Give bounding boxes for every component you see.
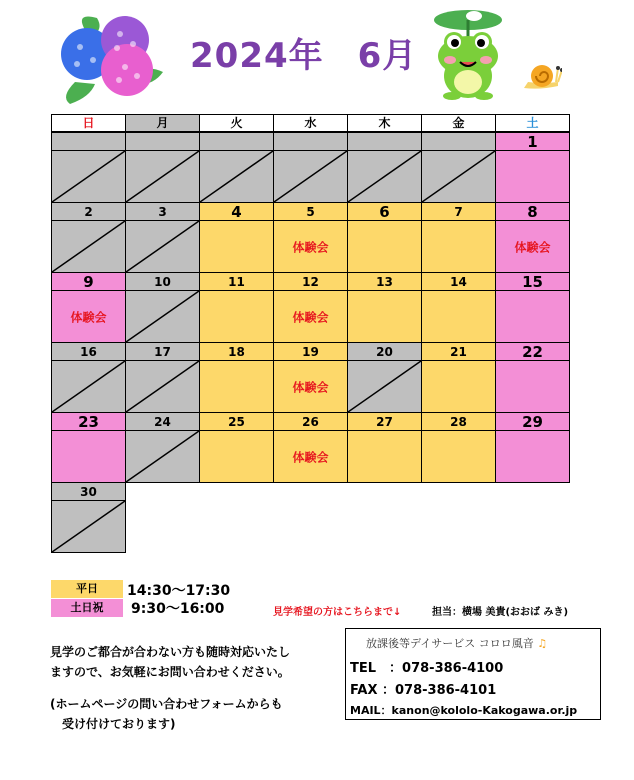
day-body (126, 361, 199, 412)
day-body (52, 291, 125, 342)
visit-note: 見学希望の方はこちらまで↓ (273, 607, 402, 618)
day-body (126, 291, 199, 342)
calendar-day-cell (421, 202, 496, 273)
event-label: 体験会 (292, 240, 329, 254)
day-body (274, 431, 347, 482)
calendar-day-cell (347, 412, 422, 483)
staff-contact: 担当：横場 美貴(おおば みき) (432, 607, 569, 618)
calendar-day-cell (199, 272, 274, 343)
email-address[interactable]: MAIL：kanon@kololo-Kakogawa.or.jp (350, 704, 578, 717)
calendar-empty-cell (273, 132, 348, 203)
day-body (52, 431, 125, 482)
calendar-day-cell (347, 202, 422, 273)
day-number: 22 (496, 343, 569, 361)
day-body (126, 151, 199, 202)
day-body (496, 291, 569, 342)
calendar-empty-cell (51, 132, 126, 203)
weekday-header: 月 (125, 114, 200, 132)
day-number: 5 (274, 203, 347, 221)
calendar-day-cell (199, 412, 274, 483)
day-number: 9 (52, 273, 125, 291)
calendar-day-cell (495, 412, 570, 483)
calendar-day-cell (273, 412, 348, 483)
day-body (496, 151, 569, 202)
day-body (422, 431, 495, 482)
organization-name: 放課後等デイサービス コロロ風音 ♫ (366, 637, 548, 650)
event-label: 体験会 (292, 450, 329, 464)
weekend-legend-label: 土日祝 (51, 599, 123, 617)
weekday-header: 土 (495, 114, 570, 132)
day-body (422, 151, 495, 202)
day-number: 6 (348, 203, 421, 221)
weekday-header: 木 (347, 114, 422, 132)
day-body (348, 361, 421, 412)
day-number: 11 (200, 273, 273, 291)
calendar-day-cell (495, 132, 570, 203)
calendar-day-cell (421, 412, 496, 483)
day-number (52, 133, 125, 151)
calendar-day-cell (51, 272, 126, 343)
day-body (274, 291, 347, 342)
calendar-empty-cell (125, 132, 200, 203)
day-body (200, 151, 273, 202)
day-number: 1 (496, 133, 569, 151)
day-number (422, 133, 495, 151)
calendar-day-cell (125, 202, 200, 273)
day-number: 13 (348, 273, 421, 291)
day-number: 10 (126, 273, 199, 291)
day-number: 3 (126, 203, 199, 221)
event-label: 体験会 (70, 310, 107, 324)
day-body (274, 151, 347, 202)
day-body (348, 151, 421, 202)
day-number (274, 133, 347, 151)
day-body (200, 291, 273, 342)
calendar-day-cell (421, 272, 496, 343)
calendar-day-cell (273, 342, 348, 413)
calendar-day-cell (51, 482, 126, 553)
day-body (52, 221, 125, 272)
day-body (348, 431, 421, 482)
event-label: 体験会 (292, 310, 329, 324)
calendar-day-cell (51, 202, 126, 273)
hydrangea-illustration (55, 12, 175, 107)
day-number: 28 (422, 413, 495, 431)
day-number: 17 (126, 343, 199, 361)
day-number: 20 (348, 343, 421, 361)
day-body (496, 431, 569, 482)
day-number: 16 (52, 343, 125, 361)
day-number: 25 (200, 413, 273, 431)
day-number: 19 (274, 343, 347, 361)
calendar-day-cell (495, 202, 570, 273)
note-line-3: (ホームページの問い合わせフォームからも (50, 697, 283, 711)
calendar-day-cell (273, 202, 348, 273)
day-number: 12 (274, 273, 347, 291)
calendar-day-cell (421, 342, 496, 413)
calendar-day-cell (125, 342, 200, 413)
calendar-day-cell (199, 342, 274, 413)
day-number: 27 (348, 413, 421, 431)
weekend-hours: 9:30～16:00 (131, 601, 225, 617)
day-body (422, 291, 495, 342)
day-body (496, 221, 569, 272)
calendar-title (190, 28, 417, 77)
day-number: 30 (52, 483, 125, 501)
weekday-header: 金 (421, 114, 496, 132)
day-body (200, 221, 273, 272)
day-body (496, 361, 569, 412)
day-number: 4 (200, 203, 273, 221)
calendar-day-cell (347, 342, 422, 413)
day-number: 26 (274, 413, 347, 431)
weekday-hours: 14:30～17:30 (127, 583, 231, 599)
day-number: 24 (126, 413, 199, 431)
day-body (422, 221, 495, 272)
note-line-1: 見学のご都合が合わない方も随時対応いたし (50, 645, 291, 659)
day-number: 23 (52, 413, 125, 431)
day-body (200, 431, 273, 482)
calendar-day-cell (199, 202, 274, 273)
calendar-empty-cell (347, 132, 422, 203)
frog-illustration (428, 8, 508, 100)
weekday-header: 日 (51, 114, 126, 132)
phone-number: TEL ：078-386-4100 (350, 661, 504, 676)
day-body (52, 501, 125, 552)
day-number: 8 (496, 203, 569, 221)
day-number (200, 133, 273, 151)
day-body (348, 221, 421, 272)
music-note-icon: ♫ (537, 637, 548, 650)
day-body (52, 151, 125, 202)
title-year: 2024年 (190, 36, 324, 76)
calendar-day-cell (273, 272, 348, 343)
day-number: 18 (200, 343, 273, 361)
event-label: 体験会 (292, 380, 329, 394)
day-body (52, 361, 125, 412)
calendar-day-cell (495, 342, 570, 413)
day-body (126, 431, 199, 482)
day-body (126, 221, 199, 272)
contact-box (345, 628, 601, 720)
day-number: 15 (496, 273, 569, 291)
calendar-empty-cell (421, 132, 496, 203)
day-number: 7 (422, 203, 495, 221)
day-body (200, 361, 273, 412)
weekday-header: 水 (273, 114, 348, 132)
calendar-day-cell (125, 412, 200, 483)
day-number (348, 133, 421, 151)
calendar-day-cell (51, 412, 126, 483)
day-number (126, 133, 199, 151)
day-body (274, 221, 347, 272)
day-number: 14 (422, 273, 495, 291)
note-line-4: 受け付けております) (50, 717, 176, 731)
calendar-day-cell (347, 272, 422, 343)
day-number: 29 (496, 413, 569, 431)
weekday-legend-label: 平日 (51, 580, 123, 598)
day-body (422, 361, 495, 412)
note-line-2: ますので、お気軽にお問い合わせください。 (50, 665, 290, 679)
day-number: 2 (52, 203, 125, 221)
weekday-header: 火 (199, 114, 274, 132)
day-body (348, 291, 421, 342)
calendar-day-cell (51, 342, 126, 413)
calendar-day-cell (125, 272, 200, 343)
event-label: 体験会 (514, 240, 551, 254)
calendar-empty-cell (199, 132, 274, 203)
calendar-day-cell (495, 272, 570, 343)
snail-illustration (520, 60, 562, 92)
fax-number: FAX ：078-386-4101 (350, 683, 497, 698)
day-body (274, 361, 347, 412)
title-month: 6月 (357, 36, 418, 76)
day-number: 21 (422, 343, 495, 361)
